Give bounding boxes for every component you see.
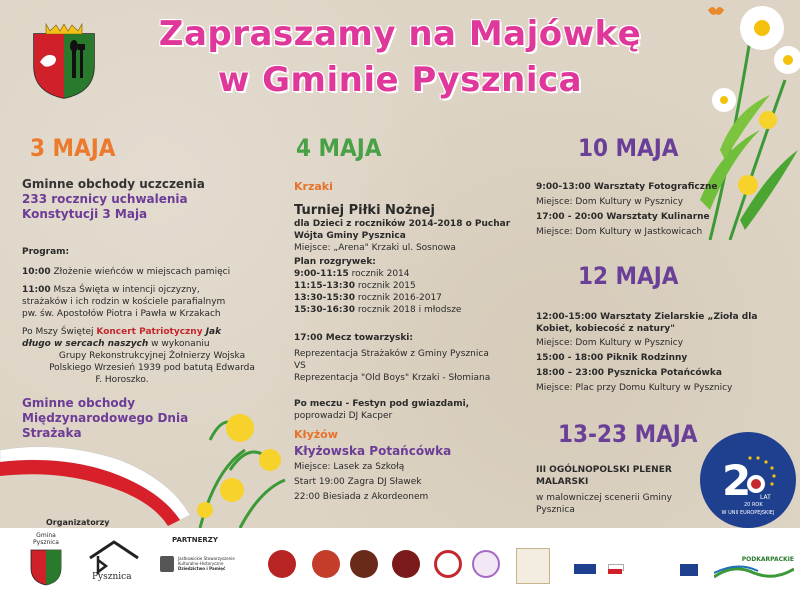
eu-flag-icon [680, 564, 698, 576]
schedule-label: Plan rozgrywek: [294, 257, 376, 267]
workshop-cooking-place: Miejsce: Dom Kultury w Jastkowicach [536, 227, 703, 237]
program-item-3-line2-rest: w wykonaniu [148, 339, 210, 349]
podkarpackie-logo [714, 556, 794, 583]
workshop-herbal-place: Miejsce: Dom Kultury w Pysznicy [536, 338, 684, 348]
event1-line3: Konstytucji 3 Maja [22, 207, 148, 221]
schedule-item: 11:15-13:30 rocznik 2015 [294, 281, 416, 291]
program-block [22, 246, 282, 386]
program-item-3-line4: Polskiego Wrzesień 1939 pod batutą Edwarda [49, 363, 255, 373]
schedule-item: 13:30-15:30 rocznik 2016-2017 [294, 293, 442, 303]
col3-block-10 [536, 181, 736, 238]
event2-line1: Gminne obchody [22, 396, 136, 410]
date-10-maja: 10 MAJA [578, 134, 679, 162]
partner-logo-1-icon [268, 550, 296, 578]
workshop-photo-place: Miejsce: Dom Kultury w Pysznicy [536, 197, 684, 207]
title-line-2: w Gminie Pysznica [217, 60, 583, 100]
dance-title: Kłyżowska Potańcówka [294, 444, 452, 458]
badge-lat: LAT [760, 494, 771, 501]
event-constitution-day [22, 177, 272, 222]
polish-flag-ribbon-decoration [0, 410, 300, 528]
fe-logo-icon [574, 564, 596, 574]
family-picnic: 15:00 - 18:00 Piknik Rodzinny [536, 353, 688, 363]
plenair-line1: III OGÓLNOPOLSKI PLENER [536, 465, 672, 475]
tournament-place: Miejsce: „Arena" Krzaki ul. Sosnowa [294, 243, 456, 253]
col3-block-12 [536, 311, 766, 394]
pysznicka-dance-place: Miejsce: Plac przy Domu Kultury w Pysznicy [536, 383, 733, 393]
festival-dj: poprowadzi DJ Kacper [294, 411, 393, 421]
workshop-photo: 9:00-13:00 Warsztaty Fotograficzne [536, 182, 718, 192]
program-item-1-text: Złożenie wieńców w miejscach pamięci [50, 267, 231, 277]
organizer-gmina [26, 532, 66, 590]
partner-logo-7-icon [516, 548, 550, 584]
partner-logo-2-icon [312, 550, 340, 578]
partner1-l1: Jastkowickie Stowarzyszenie [178, 556, 235, 561]
partners-label: PARTNERZY [172, 536, 218, 544]
dk-name: Pysznica [92, 572, 132, 582]
coat-of-arms [32, 22, 96, 100]
event2-line3: Strażaka [22, 426, 82, 440]
podkarpackie-waves-icon [714, 563, 794, 579]
tournament-line2: Wójta Gminy Pysznica [294, 231, 406, 241]
plenair-line2: MALARSKI [536, 477, 589, 487]
program-item-3-pre: Po Mszy Świętej [22, 327, 97, 337]
organizer-dk [84, 536, 144, 590]
tournament-line1: dla Dzieci z roczników 2014-2018 o Puchar [294, 219, 511, 229]
workshop-herbal-line2: Kobiet, kobiecość z natury" [536, 324, 675, 334]
partner-jastkowice-icon [160, 556, 174, 572]
program-item-2-line3: pw. św. Apostołów Piotra i Pawła w Krzakach [22, 309, 221, 319]
badge-years: 20 ROK [744, 502, 763, 508]
partner-logo-5-icon [434, 550, 462, 578]
gmina-crest-icon [29, 546, 63, 586]
partner1-l3: Dziedzictwo i Pamięć [178, 566, 226, 571]
plenair-line3: w malowniczej scenerii Gminy [536, 493, 672, 503]
dance-place: Miejsce: Lasek za Szkołą [294, 462, 405, 472]
friendly-match-label: 17:00 Mecz towarzyski: [294, 333, 413, 343]
col3-block-13 [536, 464, 696, 516]
program-item-1-time: 10:00 [22, 267, 51, 277]
place-klyzow: Kłyżów [294, 428, 338, 441]
pl-flag-red-icon [608, 569, 622, 574]
program-item-3 [22, 326, 282, 338]
partner-logo-4-icon [392, 550, 420, 578]
date-4-maja: 4 MAJA [296, 134, 382, 162]
program-item-3-line5: F. Horoszko. [95, 375, 149, 385]
col2-block [294, 180, 524, 503]
podkarpackie-text: PODKARPACKIE [741, 556, 794, 563]
festival-label: Po meczu - Festyn pod gwiazdami, [294, 399, 470, 409]
eu-20-years-badge [700, 432, 796, 528]
program-item-2-text: Msza Święta w intencji ojczyzny, [50, 285, 200, 295]
date-12-maja: 12 MAJA [578, 262, 679, 290]
gmina-label-2: Pysznica [33, 539, 59, 546]
event1-line2: 233 rocznicy uchwalenia [22, 192, 188, 206]
dance-start: Start 19:00 Zagra DJ Sławek [294, 477, 422, 487]
program-item-3-line2 [22, 338, 282, 350]
date-13-23-maja: 13-23 MAJA [558, 420, 698, 448]
partner-logo-3-icon [350, 550, 378, 578]
organizers-label: Organizatorzy [46, 518, 110, 527]
badge-digit: 2 [722, 456, 752, 505]
poster-title [130, 14, 670, 100]
program-label: Program: [22, 247, 70, 257]
schedule-list [294, 268, 524, 316]
concert-label: Koncert Patriotyczny [96, 327, 203, 337]
pysznicka-dance: 18:00 – 23:00 Pysznicka Potańcówka [536, 368, 722, 378]
program-item-2-line2: strażaków i ich rodzin w kościele parafialnym [22, 297, 226, 307]
dance-accordion: 22:00 Biesiada z Akordeonem [294, 492, 429, 502]
program-item-1 [22, 266, 282, 278]
partner1-l2: Kulturalno-Historyczne [178, 561, 224, 566]
match-team-1: Reprezentacja Strażaków z Gminy Pysznica [294, 349, 489, 359]
eu-funds-logos [574, 564, 704, 576]
footer [0, 518, 800, 600]
dk-house-logo-icon [84, 536, 144, 576]
program-item-3-line3: Grupy Rekonstrukcyjnej Żołnierzy Wojska [58, 351, 246, 361]
program-item-2 [22, 284, 282, 296]
tournament-title: Turniej Piłki Nożnej [294, 203, 435, 218]
date-3-maja: 3 MAJA [30, 134, 116, 162]
place-krzaki: Krzaki [294, 180, 333, 193]
schedule-item: 9:00-11:15 rocznik 2014 [294, 269, 410, 279]
event1-line1: Gminne obchody uczczenia [22, 177, 205, 191]
schedule-item: 15:30-16:30 rocznik 2018 i młodsze [294, 305, 462, 315]
match-team-2: Reprezentacja "Old Boys" Krzaki - Słomiana [294, 373, 491, 383]
gmina-label-1: Gmina [36, 532, 56, 539]
workshop-cooking: 17:00 - 20:00 Warsztaty Kulinarne [536, 212, 710, 222]
workshop-herbal-line1: 12:00-15:00 Warsztaty Zielarskie „Zioła dla [536, 312, 758, 322]
plenair-line4: Pysznica [536, 505, 575, 515]
badge-text: W UNII EUROPEJSKIEJ [721, 510, 775, 516]
event2-line2: Międzynarodowego Dnia [22, 411, 189, 425]
concert-title-part2: długo w sercach naszych [22, 339, 149, 349]
title-line-1: Zapraszamy na Majówkę [158, 14, 642, 54]
concert-title-part1: Jak [202, 327, 222, 337]
partner-logo-6-icon [472, 550, 500, 578]
program-item-2-time: 11:00 [22, 285, 51, 295]
match-vs: VS [294, 361, 306, 371]
